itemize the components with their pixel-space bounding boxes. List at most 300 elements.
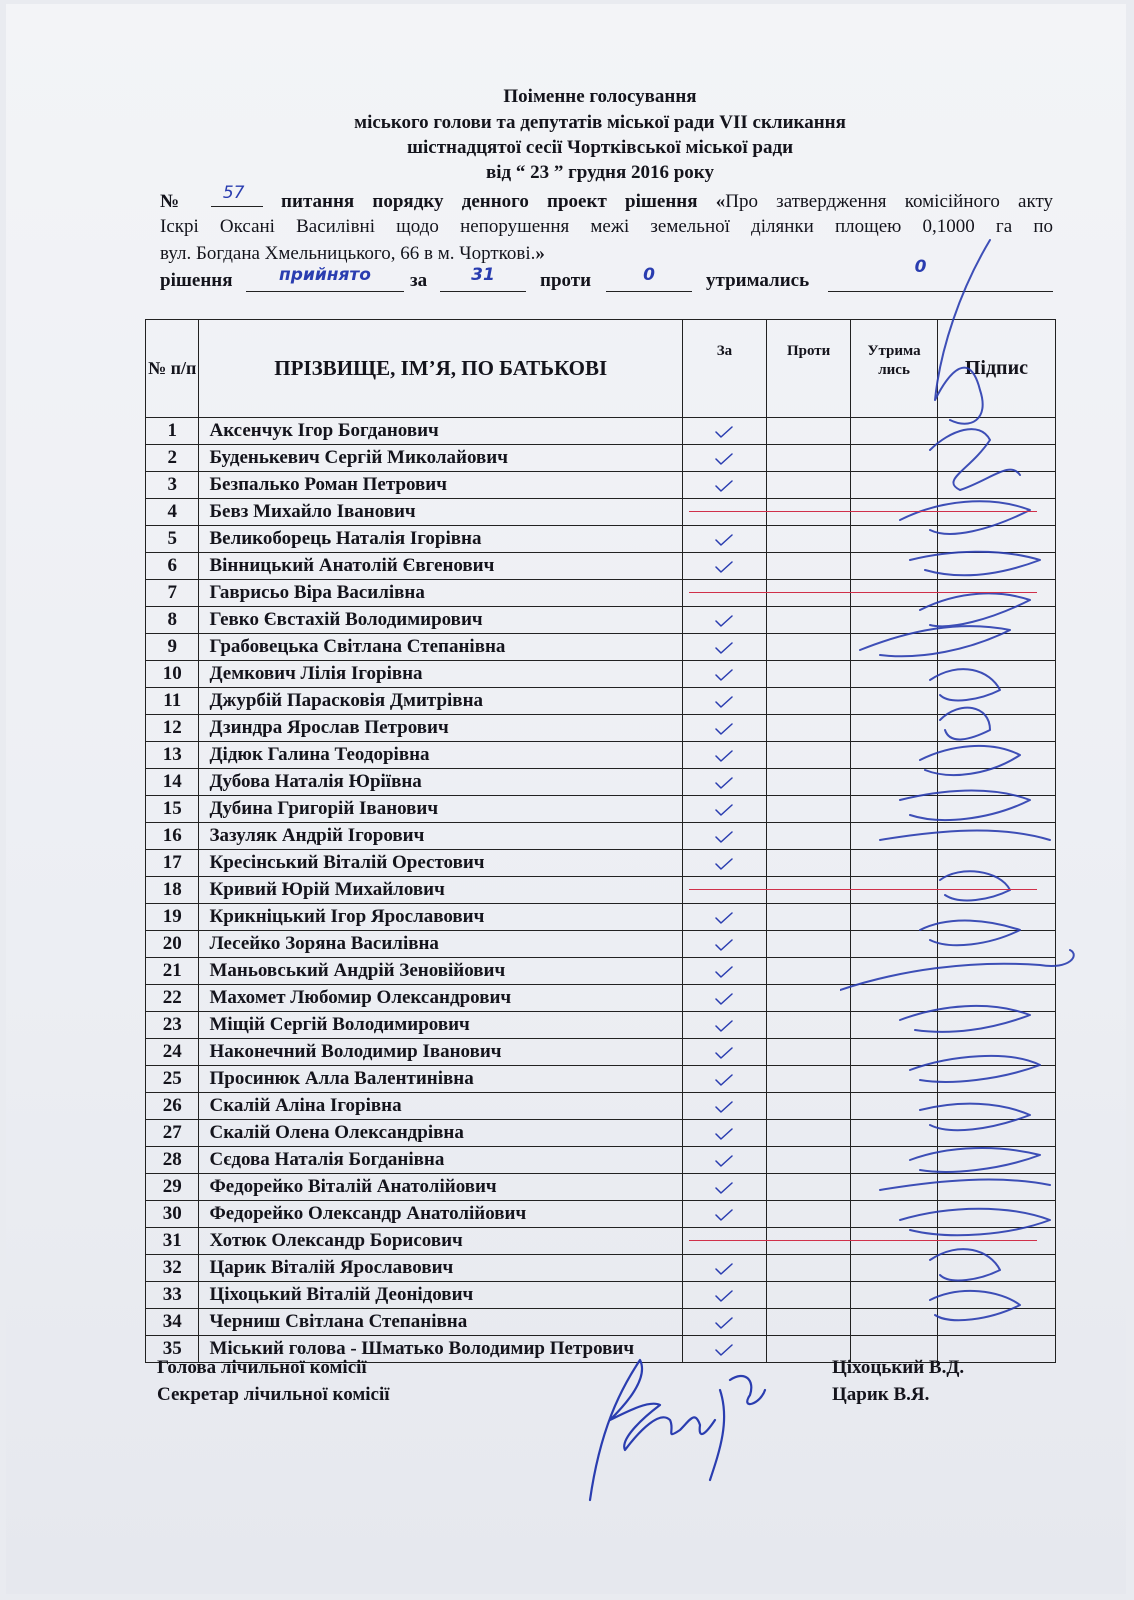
against-value: 0 — [643, 265, 655, 285]
table-row — [146, 1039, 1056, 1066]
vote-abstained-cell — [851, 1174, 937, 1201]
vote-for-cell — [683, 1309, 767, 1336]
vote-abstained-cell — [851, 1282, 937, 1309]
deputy-name: Просинюк Алла Валентинівна — [199, 1066, 683, 1093]
row-number: 9 — [146, 634, 199, 661]
checkmark-icon — [715, 561, 733, 573]
vote-against-cell — [766, 985, 850, 1012]
vote-abstained-cell — [851, 688, 937, 715]
deputy-name: Дідюк Галина Теодорівна — [199, 742, 683, 769]
vote-for-cell — [683, 688, 767, 715]
deputy-name: Буденькевич Сергій Миколайович — [199, 445, 683, 472]
vote-for-cell — [683, 850, 767, 877]
decision-value: прийнято — [279, 265, 371, 285]
deputy-name: Великоборець Наталія Ігорівна — [199, 526, 683, 553]
row-number: 30 — [146, 1201, 199, 1228]
row-number: 22 — [146, 985, 199, 1012]
vote-against-cell — [766, 877, 850, 904]
checkmark-icon — [715, 723, 733, 735]
vote-against-cell — [766, 742, 850, 769]
vote-against-cell — [766, 796, 850, 823]
vote-for-cell — [683, 580, 767, 607]
signature-cell — [937, 472, 1055, 499]
row-number: 6 — [146, 553, 199, 580]
deputy-name: Махомет Любомир Олександрович — [199, 985, 683, 1012]
deputy-name: Царик Віталій Ярославович — [199, 1255, 683, 1282]
table-row — [146, 1066, 1056, 1093]
signature-cell — [937, 688, 1055, 715]
signature-cell — [937, 499, 1055, 526]
table-row — [146, 688, 1056, 715]
vote-abstained-cell — [851, 958, 937, 985]
vote-for-cell — [683, 472, 767, 499]
deputy-name: Скалій Олена Олександрівна — [199, 1120, 683, 1147]
absent-strike-line — [689, 1240, 1037, 1241]
deputy-name: Безпалько Роман Петрович — [199, 472, 683, 499]
signature-cell — [937, 1093, 1055, 1120]
vote-against-cell — [766, 958, 850, 985]
signature-cell — [937, 634, 1055, 661]
question-line-2: Іскрі Оксані Василівні щодо непорушення межі земельної ділянки площею 0,1000 га по — [160, 216, 1053, 237]
vote-against-cell — [766, 1282, 850, 1309]
table-row — [146, 1255, 1056, 1282]
table-row — [146, 1174, 1056, 1201]
vote-for-cell — [683, 1228, 767, 1255]
vote-against-cell — [766, 823, 850, 850]
row-number: 20 — [146, 931, 199, 958]
deputy-name: Кривий Юрій Михайлович — [199, 877, 683, 904]
deputy-name: Бевз Михайло Іванович — [199, 499, 683, 526]
row-number: 26 — [146, 1093, 199, 1120]
table-row — [146, 850, 1056, 877]
vote-for-cell — [683, 526, 767, 553]
decision-field — [246, 266, 404, 292]
vote-for-cell — [683, 1147, 767, 1174]
row-number: 19 — [146, 904, 199, 931]
against-field — [606, 266, 692, 292]
abstained-field — [828, 257, 1053, 292]
signature-cell — [937, 904, 1055, 931]
vote-for-cell — [683, 634, 767, 661]
question-text-part-1: Про затвердження комісійного акту — [725, 191, 1054, 212]
vote-for-cell — [683, 796, 767, 823]
row-number: 13 — [146, 742, 199, 769]
checkmark-icon — [715, 480, 733, 492]
checkmark-icon — [715, 1317, 733, 1329]
question-number-field — [211, 183, 263, 207]
row-number: 12 — [146, 715, 199, 742]
checkmark-icon — [715, 750, 733, 762]
decision-row — [160, 257, 1053, 296]
row-number: 10 — [146, 661, 199, 688]
deputy-name: Хотюк Олександр Борисович — [199, 1228, 683, 1255]
row-number: 33 — [146, 1282, 199, 1309]
deputy-name: Черниш Світлана Степанівна — [199, 1309, 683, 1336]
checkmark-icon — [715, 696, 733, 708]
deputy-name: Гаврисьо Віра Василівна — [199, 580, 683, 607]
absent-strike-line — [689, 889, 1037, 890]
signature-cell — [937, 1201, 1055, 1228]
row-number: 35 — [146, 1336, 199, 1363]
vote-abstained-cell — [851, 472, 937, 499]
table-row — [146, 958, 1056, 985]
vote-against-cell — [766, 580, 850, 607]
vote-abstained-cell — [851, 1066, 937, 1093]
row-number: 25 — [146, 1066, 199, 1093]
vote-for-cell — [683, 1336, 767, 1363]
checkmark-icon — [715, 534, 733, 546]
signature-cell — [937, 1255, 1055, 1282]
table-row — [146, 1093, 1056, 1120]
signature-cell — [937, 769, 1055, 796]
voting-table — [145, 319, 1056, 1363]
vote-abstained-cell — [851, 769, 937, 796]
vote-against-cell — [766, 418, 850, 445]
signature-cell — [937, 877, 1055, 904]
deputy-name: Міщій Сергій Володимирович — [199, 1012, 683, 1039]
table-row — [146, 823, 1056, 850]
table-row — [146, 1282, 1056, 1309]
vote-against-cell — [766, 1120, 850, 1147]
header-name: ПРІЗВИЩЕ, ІМ’Я, ПО БАТЬКОВІ — [199, 320, 683, 418]
row-number: 4 — [146, 499, 199, 526]
vote-for-cell — [683, 661, 767, 688]
deputy-name: Дубова Наталія Юріївна — [199, 769, 683, 796]
vote-abstained-cell — [851, 796, 937, 823]
absent-strike-line — [689, 592, 1037, 593]
vote-for-cell — [683, 823, 767, 850]
deputy-name: Ціхоцький Віталій Деонідович — [199, 1282, 683, 1309]
vote-against-cell — [766, 499, 850, 526]
abstained-value: 0 — [914, 257, 927, 277]
question-intro: питання порядку денного проект рішення « — [281, 191, 726, 212]
table-row — [146, 796, 1056, 823]
against-label: проти — [540, 270, 592, 291]
vote-for-cell — [683, 958, 767, 985]
vote-abstained-cell — [851, 499, 937, 526]
row-number: 32 — [146, 1255, 199, 1282]
table-row — [146, 472, 1056, 499]
voting-table-body — [146, 418, 1056, 1363]
vote-abstained-cell — [851, 823, 937, 850]
deputy-name: Грабовецька Світлана Степанівна — [199, 634, 683, 661]
vote-abstained-cell — [851, 553, 937, 580]
checkmark-icon — [715, 1020, 733, 1032]
document-subtitle-session: шістнадцятої сесії Чортківської міської ради — [406, 137, 794, 158]
chair-name: Ціхоцький В.Д. — [832, 1357, 965, 1378]
checkmark-icon — [715, 777, 733, 789]
vote-abstained-cell — [851, 904, 937, 931]
row-number: 24 — [146, 1039, 199, 1066]
vote-for-cell — [683, 607, 767, 634]
table-row — [146, 742, 1056, 769]
vote-abstained-cell — [851, 1147, 937, 1174]
header-against: Проти — [766, 320, 850, 418]
secretary-label: Секретар лічильної комісії — [157, 1384, 390, 1405]
vote-abstained-cell — [851, 1228, 937, 1255]
checkmark-icon — [715, 642, 733, 654]
signature-cell — [937, 526, 1055, 553]
vote-against-cell — [766, 526, 850, 553]
signature-cell — [937, 931, 1055, 958]
row-number: 29 — [146, 1174, 199, 1201]
table-row — [146, 715, 1056, 742]
row-number: 7 — [146, 580, 199, 607]
table-header-row — [146, 320, 1056, 418]
vote-against-cell — [766, 1093, 850, 1120]
vote-against-cell — [766, 634, 850, 661]
deputy-name: Кресінський Віталій Орестович — [199, 850, 683, 877]
vote-for-cell — [683, 1201, 767, 1228]
vote-against-cell — [766, 607, 850, 634]
deputy-name: Гевко Євстахій Володимирович — [199, 607, 683, 634]
vote-for-cell — [683, 1039, 767, 1066]
question-text-part-3: вул. Богдана Хмельницького, 66 в м. Чорткові. — [160, 243, 536, 264]
signature-cell — [937, 1066, 1055, 1093]
table-row — [146, 877, 1056, 904]
signature-cell — [937, 1282, 1055, 1309]
deputy-name: Вінницький Анатолій Євгенович — [199, 553, 683, 580]
table-row — [146, 607, 1056, 634]
vote-for-cell — [683, 1066, 767, 1093]
signature-cell — [937, 445, 1055, 472]
signature-cell — [937, 850, 1055, 877]
row-number: 31 — [146, 1228, 199, 1255]
row-number: 1 — [146, 418, 199, 445]
vote-abstained-cell — [851, 1309, 937, 1336]
signature-cell — [937, 1120, 1055, 1147]
vote-for-cell — [683, 499, 767, 526]
row-number: 11 — [146, 688, 199, 715]
vote-against-cell — [766, 769, 850, 796]
row-number: 2 — [146, 445, 199, 472]
vote-against-cell — [766, 1309, 850, 1336]
row-number: 21 — [146, 958, 199, 985]
checkmark-icon — [715, 426, 733, 438]
table-row — [146, 985, 1056, 1012]
vote-abstained-cell — [851, 445, 937, 472]
vote-for-cell — [683, 715, 767, 742]
deputy-name: Крикніцький Ігор Ярославович — [199, 904, 683, 931]
vote-for-cell — [683, 1255, 767, 1282]
vote-against-cell — [766, 1012, 850, 1039]
vote-for-cell — [683, 877, 767, 904]
checkmark-icon — [715, 831, 733, 843]
deputy-name: Дубина Григорій Іванович — [199, 796, 683, 823]
question-number-prefix: № — [160, 191, 193, 212]
row-number: 27 — [146, 1120, 199, 1147]
table-row — [146, 553, 1056, 580]
header-abstained: Утрима лись — [851, 320, 937, 418]
checkmark-icon — [715, 858, 733, 870]
checkmark-icon — [715, 966, 733, 978]
vote-abstained-cell — [851, 580, 937, 607]
decision-label: рішення — [160, 270, 233, 291]
signature-cell — [937, 1147, 1055, 1174]
checkmark-icon — [715, 1101, 733, 1113]
vote-for-cell — [683, 904, 767, 931]
table-row — [146, 526, 1056, 553]
checkmark-icon — [715, 453, 733, 465]
vote-for-cell — [683, 1282, 767, 1309]
vote-abstained-cell — [851, 1120, 937, 1147]
deputy-name: Міський голова - Шматько Володимир Петрович — [199, 1336, 683, 1363]
vote-abstained-cell — [851, 1255, 937, 1282]
vote-against-cell — [766, 931, 850, 958]
deputy-name: Федорейко Олександр Анатолійович — [199, 1201, 683, 1228]
vote-for-cell — [683, 1174, 767, 1201]
vote-abstained-cell — [851, 877, 937, 904]
vote-against-cell — [766, 850, 850, 877]
vote-abstained-cell — [851, 607, 937, 634]
vote-for-cell — [683, 1120, 767, 1147]
table-row — [146, 1147, 1056, 1174]
deputy-name: Маньовський Андрій Зеновійович — [199, 958, 683, 985]
table-row — [146, 418, 1056, 445]
vote-against-cell — [766, 1201, 850, 1228]
vote-against-cell — [766, 715, 850, 742]
deputy-name: Лесейко Зоряна Василівна — [199, 931, 683, 958]
vote-for-cell — [683, 931, 767, 958]
vote-against-cell — [766, 1255, 850, 1282]
signature-cell — [937, 1309, 1055, 1336]
signature-cell — [937, 553, 1055, 580]
vote-against-cell — [766, 553, 850, 580]
checkmark-icon — [715, 1344, 733, 1356]
absent-strike-line — [689, 511, 1037, 512]
table-row — [146, 931, 1056, 958]
row-number: 18 — [146, 877, 199, 904]
vote-against-cell — [766, 1174, 850, 1201]
vote-abstained-cell — [851, 526, 937, 553]
for-value: 31 — [471, 265, 495, 285]
table-row — [146, 661, 1056, 688]
vote-abstained-cell — [851, 1093, 937, 1120]
deputy-name: Аксенчук Ігор Богданович — [199, 418, 683, 445]
secretary-name: Царик В.Я. — [832, 1384, 930, 1405]
question-line-1 — [160, 183, 1054, 215]
checkmark-icon — [715, 1290, 733, 1302]
checkmark-icon — [715, 615, 733, 627]
row-number: 17 — [146, 850, 199, 877]
question-number-value: 57 — [222, 183, 245, 203]
deputy-name: Федорейко Віталій Анатолійович — [199, 1174, 683, 1201]
checkmark-icon — [715, 1182, 733, 1194]
checkmark-icon — [715, 1047, 733, 1059]
row-number: 5 — [146, 526, 199, 553]
deputy-name: Демкович Лілія Ігорівна — [199, 661, 683, 688]
table-row — [146, 904, 1056, 931]
header-number: № п/п — [146, 320, 199, 418]
vote-against-cell — [766, 1066, 850, 1093]
vote-abstained-cell — [851, 1039, 937, 1066]
table-row — [146, 1228, 1056, 1255]
row-number: 14 — [146, 769, 199, 796]
vote-for-cell — [683, 445, 767, 472]
vote-abstained-cell — [851, 418, 937, 445]
for-field — [440, 266, 526, 292]
vote-abstained-cell — [851, 850, 937, 877]
checkmark-icon — [715, 912, 733, 924]
vote-abstained-cell — [851, 1201, 937, 1228]
checkmark-icon — [715, 1209, 733, 1221]
vote-against-cell — [766, 445, 850, 472]
signature-cell — [937, 1174, 1055, 1201]
row-number: 15 — [146, 796, 199, 823]
table-row — [146, 499, 1056, 526]
checkmark-icon — [715, 804, 733, 816]
row-number: 16 — [146, 823, 199, 850]
row-number: 8 — [146, 607, 199, 634]
row-number: 23 — [146, 1012, 199, 1039]
checkmark-icon — [715, 1074, 733, 1086]
row-number: 34 — [146, 1309, 199, 1336]
vote-abstained-cell — [851, 634, 937, 661]
vote-abstained-cell — [851, 742, 937, 769]
vote-for-cell — [683, 769, 767, 796]
chair-label: Голова лічильної комісії — [157, 1357, 367, 1378]
vote-against-cell — [766, 1039, 850, 1066]
checkmark-icon — [715, 1128, 733, 1140]
vote-abstained-cell — [851, 661, 937, 688]
vote-for-cell — [683, 1012, 767, 1039]
checkmark-icon — [715, 669, 733, 681]
vote-for-cell — [683, 418, 767, 445]
signature-cell — [937, 418, 1055, 445]
vote-for-cell — [683, 985, 767, 1012]
table-row — [146, 1309, 1056, 1336]
checkmark-icon — [715, 993, 733, 1005]
vote-abstained-cell — [851, 715, 937, 742]
vote-abstained-cell — [851, 1012, 937, 1039]
signature-cell — [937, 742, 1055, 769]
table-row — [146, 634, 1056, 661]
vote-for-cell — [683, 1093, 767, 1120]
checkmark-icon — [715, 1155, 733, 1167]
signature-cell — [937, 1228, 1055, 1255]
deputy-name: Джурбій Парасковія Дмитрівна — [199, 688, 683, 715]
signature-cell — [937, 661, 1055, 688]
vote-for-cell — [683, 742, 767, 769]
signature-cell — [937, 1039, 1055, 1066]
signature-cell — [937, 958, 1055, 985]
abstained-label: утримались — [706, 270, 810, 291]
table-row — [146, 1201, 1056, 1228]
vote-against-cell — [766, 1228, 850, 1255]
header-signature: Підпис — [937, 320, 1055, 418]
row-number: 3 — [146, 472, 199, 499]
vote-against-cell — [766, 688, 850, 715]
signature-cell — [937, 607, 1055, 634]
document-date: від “ 23 ” грудня 2016 року — [486, 162, 714, 183]
deputy-name: Скалій Аліна Ігорівна — [199, 1093, 683, 1120]
table-row — [146, 445, 1056, 472]
signature-cell — [937, 796, 1055, 823]
for-label: за — [410, 270, 428, 291]
checkmark-icon — [715, 1263, 733, 1275]
signature-cell — [937, 1012, 1055, 1039]
vote-abstained-cell — [851, 985, 937, 1012]
question-close-quote: » — [535, 243, 545, 264]
vote-against-cell — [766, 904, 850, 931]
signature-cell — [937, 985, 1055, 1012]
deputy-name: Зазуляк Андрій Ігорович — [199, 823, 683, 850]
checkmark-icon — [715, 939, 733, 951]
vote-against-cell — [766, 661, 850, 688]
vote-for-cell — [683, 553, 767, 580]
row-number: 28 — [146, 1147, 199, 1174]
header-for: За — [683, 320, 767, 418]
